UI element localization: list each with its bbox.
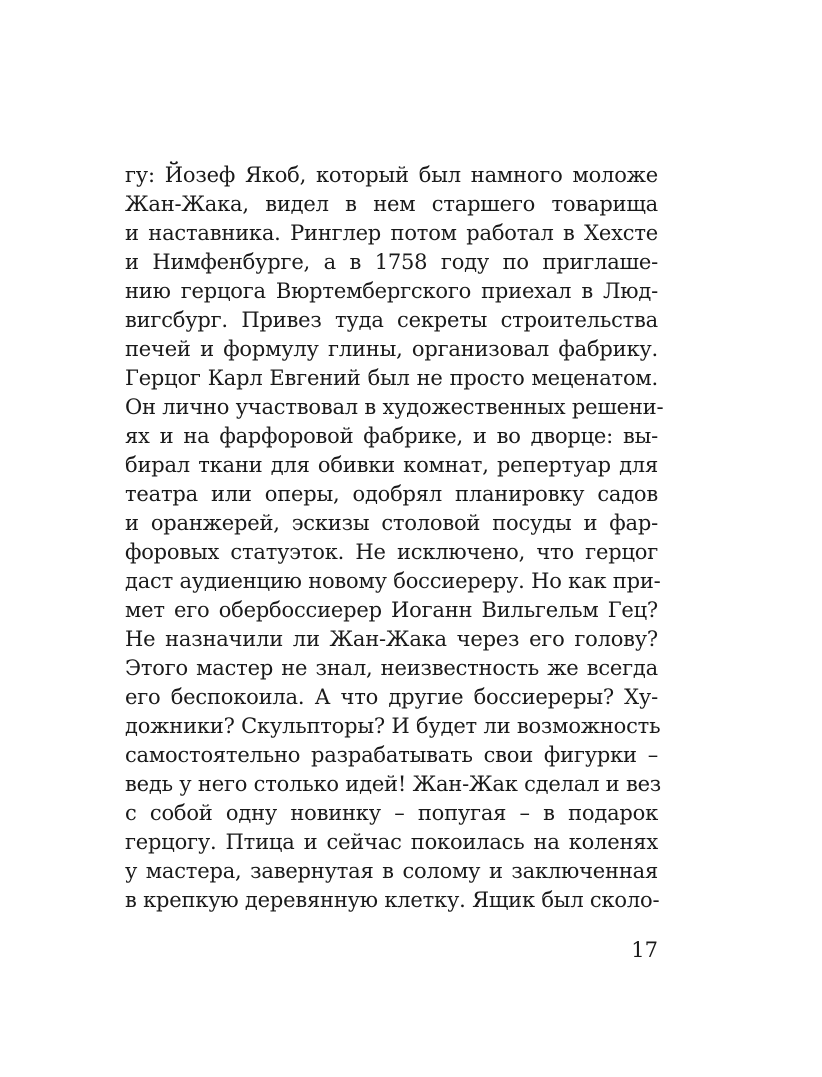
text-line: даст аудиенцию новому боссиереру. Но как при- [125,569,661,593]
text-line: герцогу. Птица и сейчас покоилась на коленях [125,830,658,854]
text-line: самостоятельно разрабатывать свои фигурки – [125,743,658,767]
text-line: форовых статуэток. Не исключено, что герцог [125,540,658,564]
text-line: Этого мастер не знал, неизвестность же всегда [125,656,658,680]
text-line: и Нимфенбурге, а в 1758 году по приглаше- [125,250,658,274]
text-line: Герцог Карл Евгений был не просто меценатом. [125,366,658,390]
text-line: Не назначили ли Жан-Жака через его голову? [125,627,658,651]
text-line: и оранжерей, эскизы столовой посуды и фар- [125,511,658,535]
text-line: его беспокоила. А что другие боссиереры? Ху- [125,685,658,709]
text-line: и наставника. Ринглер потом работал в Хехсте [125,221,658,245]
text-line: театра или оперы, одобрял планировку садов [125,482,658,506]
text-line: в крепкую деревянную клетку. Ящик был сколо- [125,888,660,912]
text-line: мет его обербоссиерер Иоганн Вильгельм Гец? [125,598,658,622]
text-line: ведь у него столько идей! Жан-Жак сделал и вез [125,772,662,796]
text-line: Он лично участвовал в художественных решени- [125,395,664,419]
text-line: ях и на фарфоровой фабрике, и во дворце: вы- [125,424,658,448]
text-line: нию герцога Вюртембергского приехал в Люд- [125,279,658,303]
text-line: печей и формулу глины, организовал фабрику. [125,337,658,361]
text-line: Жан-Жака, видел в нем старшего товарища [125,192,658,216]
text-line: дожники? Скульпторы? И будет ли возможность [125,714,661,738]
text-line: у мастера, завернутая в солому и заключенная [125,859,658,883]
text-line: бирал ткани для обивки комнат, репертуар для [125,453,658,477]
text-line: с собой одну новинку – попугая – в подарок [125,801,658,825]
text-line: вигсбург. Привез туда секреты строительства [125,308,658,332]
body-text [125,161,664,915]
page-number: 17 [631,938,658,962]
text-line: гу: Йозеф Якоб, который был намного моложе [125,163,658,187]
